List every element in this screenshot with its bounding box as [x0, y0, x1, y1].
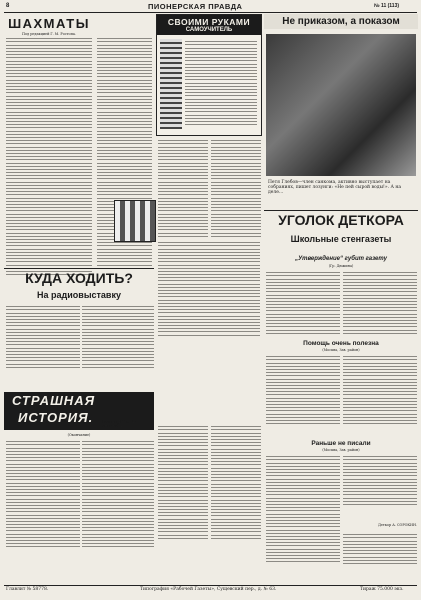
kuda-col2 [82, 304, 154, 370]
svoimi-rukami-subtitle: САМОУЧИТЕЛЬ [185, 27, 233, 33]
page-number: 8 [6, 3, 10, 9]
chess-title: ШАХМАТЫ [8, 16, 90, 31]
footer-center: Типография «Рабочей Газеты», Сущевский пер., д. № 63. [140, 587, 277, 592]
svoimi-rukami-list [185, 39, 257, 127]
kuda-col1 [6, 304, 80, 370]
strashnaya-title-1: СТРАШНАЯ [12, 393, 96, 408]
svoimi-rukami-drawing [160, 39, 182, 129]
photo-image [266, 34, 416, 176]
strashnaya-author: РАССКАЗ ДЕТКОРА Ч. ГОНЧАРОВА [100, 420, 140, 429]
help-col2 [343, 354, 417, 426]
detkor-subtitle: Школьные стенгазеты [290, 234, 392, 244]
svoimi-rukami-title: СВОИМИ РУКАМИ [167, 17, 251, 27]
earlier-place: (Москва, Зав. район) [322, 448, 360, 452]
footer-left: Главлит № 58778. [6, 587, 49, 592]
strashnaya-col1 [6, 439, 80, 550]
help-place: (Москва, Зав. район) [322, 348, 360, 352]
strashnaya-col4 [211, 424, 261, 541]
chess-text [6, 38, 92, 275]
detkor-rule [264, 210, 418, 211]
help-col1 [266, 354, 340, 426]
detkor-title: УГОЛОК ДЕТКОРА [278, 212, 404, 228]
earlier-title: Раньше не писали [311, 440, 371, 447]
footer-right: Тираж 75.000 экз. [360, 587, 404, 592]
header-rule [4, 12, 417, 13]
strashnaya-title-2: ИСТОРИЯ. [18, 410, 94, 425]
newspaper-title: ПИОНЕРСКАЯ ПРАВДА [148, 2, 243, 11]
earlier-col1 [266, 454, 340, 565]
kuda-title: КУДА ХОДИТЬ? [25, 270, 133, 286]
editorial-notes [343, 532, 417, 566]
strashnaya-col3 [158, 424, 208, 541]
footer-rule [4, 585, 417, 586]
earlier-col2 [343, 454, 417, 507]
col4-text [211, 138, 261, 239]
svoimi-rukami-banner [157, 15, 261, 35]
kuda-rule [4, 268, 154, 269]
detkor-article1-col1 [266, 270, 340, 336]
strashnaya-col2 [82, 439, 154, 550]
chess-diagram [114, 200, 156, 242]
strashnaya-continuation: (Окончание) [67, 433, 91, 437]
photo-article [264, 14, 418, 214]
earlier-signature: Деткор А. СОРОКИН. [378, 523, 417, 527]
help-title: Помощь очень полезна [303, 340, 379, 347]
kuda-subtitle: На радиовыставку [37, 290, 121, 300]
photo-caption: Петя Глебов—член санкома, активно выступает на собраниях, пишет лозунги: «Не пей сырой воды!». А на деле... [268, 180, 401, 196]
chess-editor: Под редакцией Г. М. Ростопа. [22, 32, 76, 36]
detkor-article1-title: „Утверждение“ губит газету [295, 256, 387, 262]
detkor-article1-place: (Гр. Дюжина) [328, 264, 354, 268]
detkor-article1-col2 [343, 270, 417, 336]
chess-section [4, 14, 94, 264]
middle-col-text [158, 240, 260, 338]
photo-article-title: Не приказом, а показом [264, 14, 418, 29]
col3-text [158, 138, 208, 239]
svoimi-rukami-box [156, 14, 262, 136]
issue-number: № 11 (113) [374, 3, 400, 9]
